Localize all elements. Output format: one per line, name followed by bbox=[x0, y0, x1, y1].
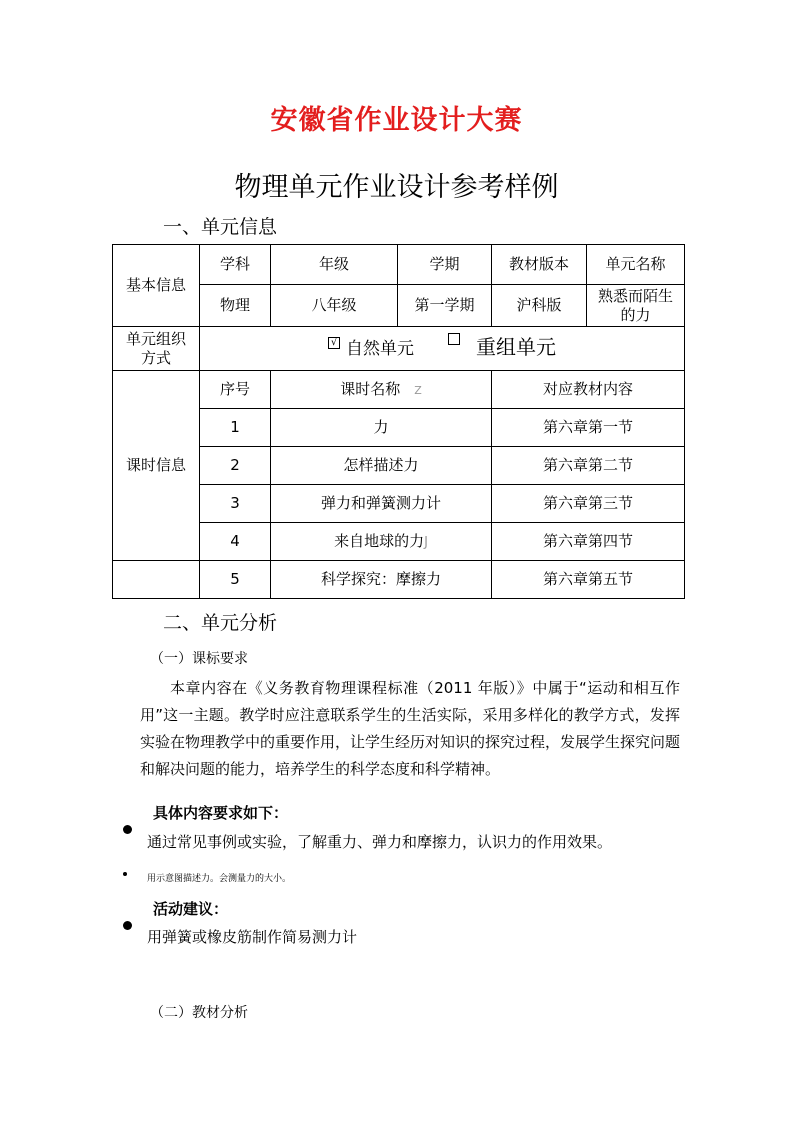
lesson-no: 3 bbox=[200, 485, 271, 523]
paragraph-text: 本章内容在《义务教育物理课程标准（2011 年版）》中属于“运动和相互作用”这一主题。教学时应注意联系学生的生活实际，采用多样化的教学方式，发挥实验在物理教学中的重要作用，让学生经历对知识的探究过程，发展学生探究问题和解决问题的能力，培养学生的科学态度和科学精神。 bbox=[140, 679, 681, 778]
lesson-header-name-text: 课时名称 bbox=[340, 379, 401, 398]
header-unit-name: 单元名称 bbox=[587, 245, 685, 285]
checkbox-natural-unit[interactable]: √ bbox=[328, 337, 340, 349]
bullet-icon bbox=[123, 921, 132, 930]
lesson-name: 科学探究：摩擦力 bbox=[271, 561, 492, 599]
regroup-unit-label: 重组单元 bbox=[476, 335, 556, 359]
lesson-header-name bbox=[271, 371, 492, 409]
contest-title: 安徽省作业设计大赛 bbox=[270, 105, 523, 136]
curriculum-paragraph bbox=[140, 675, 680, 783]
header-textbook: 教材版本 bbox=[492, 245, 587, 285]
lesson-no: 4 bbox=[200, 523, 271, 561]
org-options bbox=[200, 327, 685, 371]
lesson-name-text: 来自地球的力 bbox=[334, 531, 425, 550]
value-subject: 物理 bbox=[200, 285, 271, 327]
lesson-name bbox=[271, 523, 492, 561]
lesson-name: 力 bbox=[271, 409, 492, 447]
lesson-no: 2 bbox=[200, 447, 271, 485]
unit-info-table bbox=[112, 244, 685, 599]
lesson-content: 第六章第二节 bbox=[492, 447, 685, 485]
subheading-textbook-analysis: （二）教材分析 bbox=[150, 1005, 248, 1021]
activity-heading: 活动建议： bbox=[153, 900, 229, 918]
lesson-info-empty-cell bbox=[113, 561, 200, 599]
document-title: 物理单元作业设计参考样例 bbox=[234, 172, 559, 203]
value-grade: 八年级 bbox=[271, 285, 398, 327]
header-subject: 学科 bbox=[200, 245, 271, 285]
lesson-content: 第六章第一节 bbox=[492, 409, 685, 447]
requirement-item: 用示意图描述力。会测量力的大小。 bbox=[147, 874, 292, 884]
header-semester: 学期 bbox=[398, 245, 492, 285]
natural-unit-label: 自然单元 bbox=[346, 339, 414, 359]
activity-item: 用弹簧或橡皮筋制作简易测力计 bbox=[147, 928, 358, 946]
lesson-header-content: 对应教材内容 bbox=[492, 371, 685, 409]
basic-info-label: 基本信息 bbox=[113, 245, 200, 327]
bullet-icon bbox=[123, 872, 127, 876]
lesson-content: 第六章第三节 bbox=[492, 485, 685, 523]
checkbox-regroup-unit[interactable] bbox=[448, 333, 460, 345]
section-heading-unit-analysis: 二、单元分析 bbox=[163, 612, 278, 634]
value-textbook: 沪科版 bbox=[492, 285, 587, 327]
unit-name-text: 熟悉而陌生的力 bbox=[597, 286, 673, 324]
lesson-info-label: 课时信息 bbox=[113, 371, 200, 561]
header-grade: 年级 bbox=[271, 245, 398, 285]
value-unit-name bbox=[587, 285, 685, 327]
lesson-header-no: 序号 bbox=[200, 371, 271, 409]
section-heading-unit-info: 一、单元信息 bbox=[163, 216, 278, 238]
requirements-heading: 具体内容要求如下： bbox=[153, 804, 289, 822]
lesson-no: 1 bbox=[200, 409, 271, 447]
lesson-no: 5 bbox=[200, 561, 271, 599]
lesson-header-mark: Z bbox=[414, 383, 422, 397]
lesson-name: 弹力和弹簧测力计 bbox=[271, 485, 492, 523]
subheading-curriculum: （一）课标要求 bbox=[150, 651, 248, 667]
lesson-content: 第六章第五节 bbox=[492, 561, 685, 599]
value-semester: 第一学期 bbox=[398, 285, 492, 327]
org-label-text: 单元组织方式 bbox=[125, 329, 186, 367]
org-label bbox=[113, 327, 200, 371]
lesson-content: 第六章第四节 bbox=[492, 523, 685, 561]
bullet-icon bbox=[123, 825, 132, 834]
requirement-item: 通过常见事例或实验，了解重力、弹力和摩擦力，认识力的作用效果。 bbox=[147, 833, 613, 851]
lesson-name-mark: J bbox=[424, 534, 428, 550]
lesson-name: 怎样描述力 bbox=[271, 447, 492, 485]
